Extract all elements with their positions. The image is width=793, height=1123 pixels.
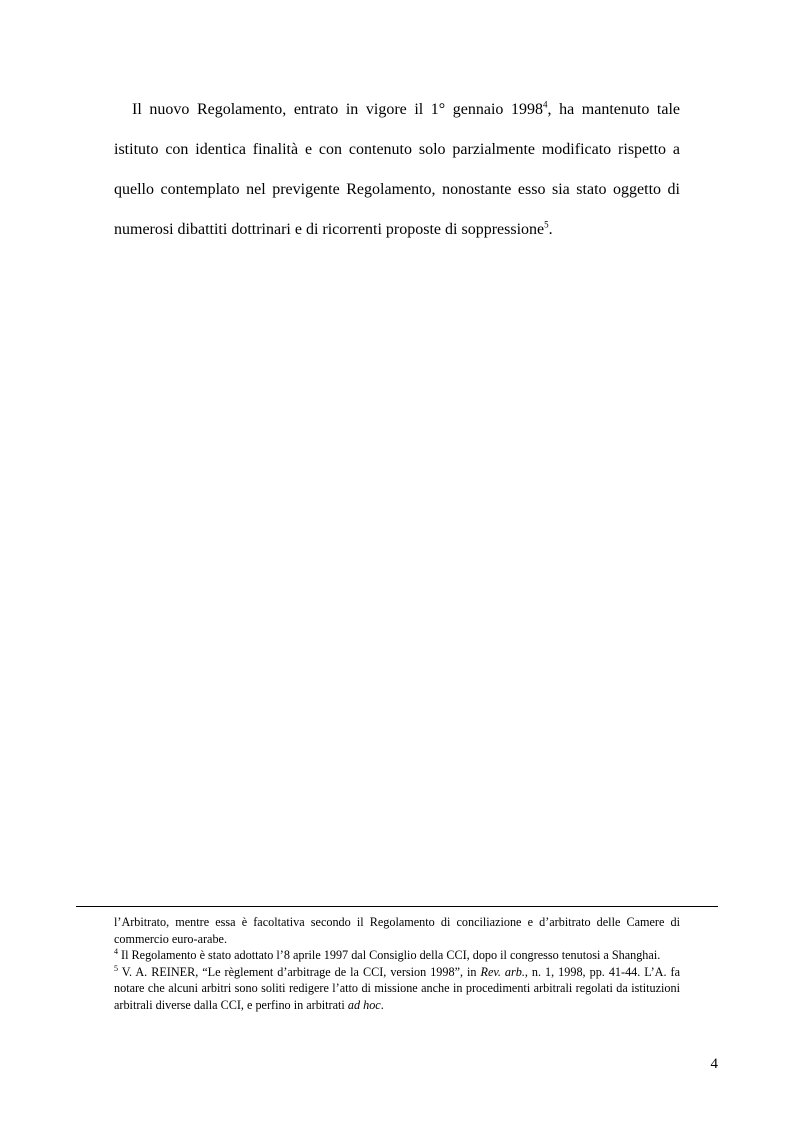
paragraph-text-1: Il nuovo Regolamento, entrato in vigore il 1° gennaio 1998 <box>132 101 544 118</box>
footnote-ref-4[interactable]: 4 <box>543 99 548 110</box>
footnote-5-text-2: , n. 1, 1998, pp. 41-44. L’A. fa notare che alcuni arbitri sono soliti redigere l’atto di missione anche in procedimenti arbitrali regolati da istituzioni arbitrali diverse dalla CCI, e perfino in arbitrati <box>114 964 680 1012</box>
footnote-5 <box>114 964 680 1014</box>
footnote-4-text: Il Regolamento è stato adottato l’8 aprile 1997 dal Consiglio della CCI, dopo il congresso tenutosi a Shanghai. <box>118 948 661 962</box>
footnote-5-latin: ad hoc <box>347 997 381 1012</box>
footnote-5-text-3: . <box>380 997 384 1012</box>
footnote-marker-4: 4 <box>114 946 118 956</box>
footnote-marker-5: 5 <box>114 963 118 973</box>
page-number: 4 <box>710 1056 718 1072</box>
body-paragraph <box>114 90 680 250</box>
footnotes <box>114 914 680 1013</box>
footnote-ref-5[interactable]: 5 <box>544 219 549 230</box>
paragraph-text-2: , ha mantenuto tale istituto con identica finalità e con contenuto solo parzialmente modificato rispetto a quello contemplato nel previgente Regolamento, nonostante esso sia stato oggetto di numerosi dibattiti dottrinari e di ricorrenti proposte di soppressione <box>114 101 681 238</box>
footnote-separator <box>76 906 718 907</box>
footnote-continuation: l’Arbitrato, mentre essa è facoltativa secondo il Regolamento di conciliazione e d’arbitrato delle Camere di commercio euro-arabe. <box>114 915 680 946</box>
main-body <box>114 90 680 250</box>
footnote-4 <box>114 947 680 964</box>
paragraph-text-3: . <box>548 221 553 238</box>
footnote-5-text-1: V. A. REINER, “Le règlement d’arbitrage de la CCI, version 1998”, in <box>118 964 481 979</box>
footnote-5-journal: Rev. arb. <box>480 964 525 979</box>
